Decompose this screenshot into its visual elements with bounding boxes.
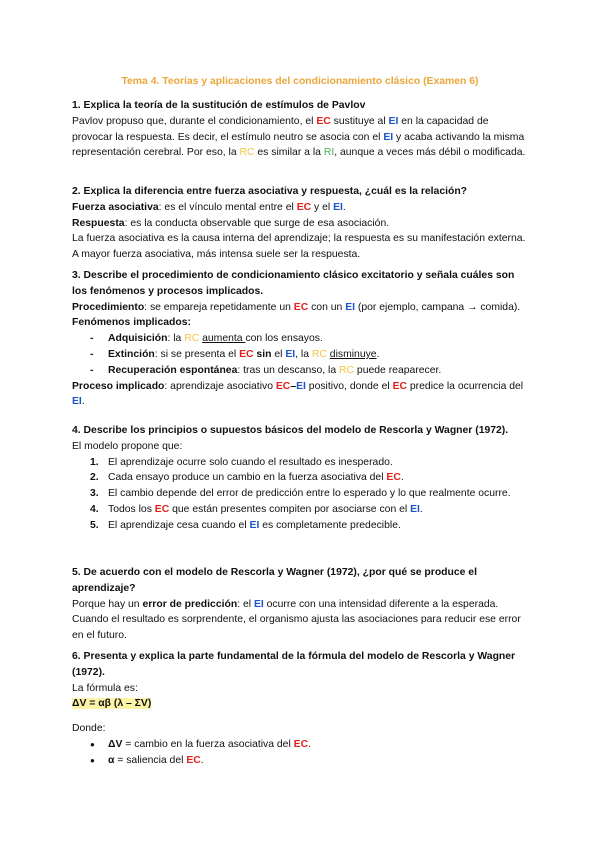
text: = saliencia del <box>114 754 187 766</box>
section-1-heading: 1. Explica la teoría de la sustitución de estímulos de Pavlov <box>72 100 366 111</box>
fuerza-asociativa-line <box>72 200 530 216</box>
section-5-heading: 5. De acuerdo con el modelo de Rescorla y Wagner (1972), ¿por qué se produce el aprendizaje? <box>72 567 477 594</box>
item-number: 3. <box>90 488 99 500</box>
ec-term: EC <box>293 301 309 313</box>
text: . <box>419 503 423 515</box>
symbol: α <box>108 754 115 766</box>
text: Todos los <box>108 503 155 515</box>
term-label: Procedimiento <box>72 301 145 313</box>
text: : si se presenta el <box>154 348 240 360</box>
section-6 <box>72 649 530 769</box>
item-number: 5. <box>90 519 99 531</box>
text: en la capacidad de provocar la respuesta. Es decir, el estímulo neutro se asocia con el <box>72 115 489 143</box>
ec-term: EC <box>186 754 201 766</box>
list-item <box>90 502 530 518</box>
item-number: 4. <box>90 503 99 515</box>
text: y el <box>311 201 334 213</box>
section-1-body <box>72 114 530 161</box>
proceso-line <box>72 379 530 411</box>
ei-term: EI <box>72 396 82 408</box>
ei-term: EI <box>345 301 356 313</box>
page-title: Tema 4. Teorías y aplicaciones del condicionamiento clásico (Examen 6) <box>121 76 479 87</box>
list-item <box>90 455 530 471</box>
section-4 <box>72 423 530 534</box>
fenomenos-label: Fenómenos implicados: <box>72 317 191 329</box>
text: (por ejemplo, campana → comida). <box>355 301 521 313</box>
text: El aprendizaje cesa cuando el <box>108 519 250 531</box>
text: predice la ocurrencia del <box>407 380 524 392</box>
text: El aprendizaje ocurre solo cuando el resultado es inesperado. <box>108 456 393 468</box>
text: es similar a la <box>254 147 324 159</box>
list-item <box>90 737 530 753</box>
section-6-heading: 6. Presenta y explica la parte fundamental de la fórmula del modelo de Rescorla y Wagner (1972). <box>72 651 516 678</box>
section-2-heading: 2. Explica la diferencia entre fuerza asociativa y respuesta, ¿cuál es la relación? <box>72 186 468 197</box>
text: . <box>342 201 346 213</box>
text: con los ensayos. <box>245 333 323 345</box>
text: EI <box>296 380 306 392</box>
formula-line <box>72 696 530 712</box>
section-4-heading: 4. Describe los principios o supuestos básicos del modelo de Rescorla y Wagner (1972). <box>72 425 509 436</box>
symbol: ΔV <box>108 738 123 750</box>
rc-term: RC <box>339 364 355 376</box>
section-5-body <box>72 597 530 644</box>
text: sustituye al <box>330 115 389 127</box>
ei-term: EI <box>333 201 343 213</box>
text: Cada ensayo produce un cambio en la fuerza asociativa del <box>108 472 387 484</box>
ei-term: EI <box>383 131 394 143</box>
ec-term: EC <box>386 472 401 484</box>
list-item <box>90 486 530 502</box>
section-3-heading: 3. Describe el procedimiento de condicionamiento clásico excitatorio y señala cuáles son los fenómenos y procesos implicados. <box>72 270 515 297</box>
text: : es la conducta observable que surge de esa asociación. <box>124 217 390 229</box>
rc-term: RC <box>239 147 255 159</box>
ec-term: EC <box>239 348 254 360</box>
ec-term: EC <box>316 115 331 127</box>
text: que están presentes compiten por asociarse con el <box>169 503 411 515</box>
text: El cambio depende del error de predicción entre lo esperado y lo que realmente ocurre. <box>108 488 511 500</box>
list-item <box>90 331 530 347</box>
ec-term: EC <box>293 738 309 750</box>
text: , la <box>295 348 312 360</box>
formula-intro: La fórmula es: <box>72 682 138 694</box>
text: . <box>400 472 404 484</box>
procedimiento-line <box>72 300 530 316</box>
ei-term: EI <box>249 519 260 531</box>
text: es completamente predecible. <box>259 519 401 531</box>
text: ocurre con una intensidad diferente a la esperada. Cuando el resultado es sorprendente, el organismo ajusta las asociaciones para reducir ese error en el futuro. <box>72 598 521 642</box>
text: : se empareja repetidamente un <box>144 301 294 313</box>
text: . <box>376 348 380 360</box>
text: . <box>308 738 311 750</box>
ec-term: EC <box>392 380 408 392</box>
text: . <box>81 396 85 408</box>
section-1 <box>72 98 530 161</box>
text: con un <box>308 301 346 313</box>
list-item <box>90 470 530 486</box>
section-2 <box>72 184 530 263</box>
text: . <box>200 754 204 766</box>
text: positivo, donde el <box>305 380 393 392</box>
text: : el <box>237 598 254 610</box>
text: : la <box>167 333 185 345</box>
term-label: Fuerza asociativa <box>72 201 159 213</box>
ri-term: RI <box>323 147 335 159</box>
term-label: error de predicción <box>142 598 238 610</box>
formula-terms-list <box>72 737 530 769</box>
text: puede reaparecer. <box>354 364 442 376</box>
list-item <box>90 363 530 379</box>
rc-term: RC <box>184 333 200 345</box>
rc-term: RC <box>311 348 327 360</box>
text: , aunque a veces más débil o modificada. <box>334 147 526 159</box>
list-item <box>90 518 530 534</box>
ec-ei-term: EC–EI <box>275 380 306 392</box>
text: sin <box>256 348 272 360</box>
text: = cambio en la fuerza asociativa del <box>122 738 294 750</box>
text: Pavlov propuso que, durante el condicionamiento, el <box>72 115 317 127</box>
text: Fenómenos implicados <box>72 317 188 329</box>
list-item <box>90 753 530 769</box>
principles-list <box>72 455 530 534</box>
text: : aprendizaje asociativo <box>164 380 276 392</box>
term-label: Recuperación espontánea <box>108 364 238 376</box>
relation-paragraph: La fuerza asociativa es la causa interna del aprendizaje; la respuesta es su manifestación externa. A mayor fuerza asociativa, más intensa suele ser la respuesta. <box>72 233 526 261</box>
ei-term: EI <box>388 115 399 127</box>
text: EC <box>275 380 291 392</box>
text: disminuye <box>329 348 377 360</box>
term-label: Adquisición <box>108 333 168 345</box>
item-number: 2. <box>90 472 99 484</box>
item-number: 1. <box>90 456 99 468</box>
section-3 <box>72 268 530 410</box>
text: : tras un descanso, la <box>237 364 340 376</box>
text: : es el vínculo mental entre el <box>158 201 297 213</box>
ec-term: EC <box>296 201 312 213</box>
section-5 <box>72 565 530 644</box>
term-label: Extinción <box>108 348 155 360</box>
text: aumenta <box>202 333 246 345</box>
phenomena-list <box>72 331 530 378</box>
section-4-intro: El modelo propone que: <box>72 440 183 452</box>
ei-term: EI <box>285 348 296 360</box>
respuesta-line <box>72 216 530 232</box>
ei-term: EI <box>253 598 264 610</box>
list-item <box>90 347 530 363</box>
term-label: Proceso implicado <box>72 380 165 392</box>
text: el <box>271 348 286 360</box>
text: Porque hay un <box>72 598 143 610</box>
donde-label: Donde: <box>72 723 106 735</box>
ei-term: EI <box>410 503 420 515</box>
ec-term: EC <box>154 503 170 515</box>
text: y acaba activando la misma representación cerebral. Por eso, la <box>72 131 525 159</box>
formula: ΔV = αβ (λ – ΣV) <box>72 698 152 710</box>
term-label: Respuesta <box>72 217 125 229</box>
